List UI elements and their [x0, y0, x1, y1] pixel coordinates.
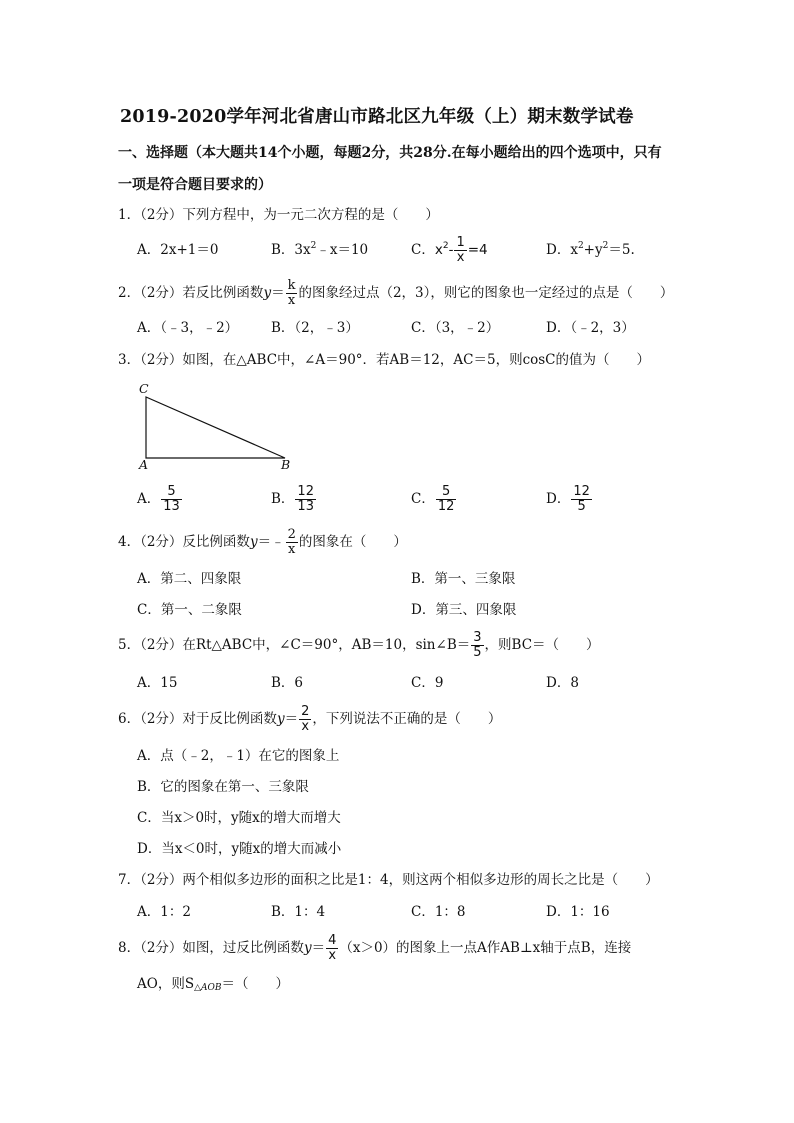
q6-option-a: A．点（﹣2，﹣1）在它的图象上 [137, 748, 340, 764]
q3-option-b-label: B． [271, 490, 295, 507]
q2-option-c: C．（3，﹣2） [411, 320, 500, 336]
q3-option-c-num: 5 [441, 484, 451, 499]
q1-option-c: C．$x^2-$ $\frac{1}{x}$ =4 [411, 235, 488, 265]
q5-stem-prefix: 5．（2分）在Rt△ABC中，∠C＝90°，AB＝10，sin∠B＝ [118, 636, 471, 653]
q2-frac-den: x [286, 293, 298, 308]
q6-option-c: C．当x＞0时，y随x的增大而增大 [137, 810, 341, 826]
q4-option-d: D．第三、四象限 [411, 602, 517, 618]
q3-option-d-num: 12 [573, 484, 590, 499]
q2-frac-num: k [287, 278, 296, 293]
q2-option-b: B．（2，﹣3） [271, 320, 359, 336]
q4-stem-prefix: 4．（2分）反比例函数 [118, 533, 250, 550]
q4-option-c: C．第一、二象限 [137, 602, 242, 618]
q1-option-b-prefix: B．3x [271, 242, 311, 258]
q8-line2-prefix: AO，则S [137, 976, 195, 992]
q3-option-c-den: 12 [437, 499, 455, 514]
section-header-line2: 一项是符合题目要求的） [118, 177, 272, 193]
q7-option-d: D．1：16 [546, 904, 610, 920]
q2-stem: 2．（2分）若反比例函数y＝ $\frac{k}{x}$ 的图象经过点（2，3），则它的图象也一定经过的点是（ ） [118, 278, 674, 308]
q8-line2-sub: △AOB [194, 983, 222, 993]
q6-stem-prefix: 6．（2分）对于反比例函数 [118, 710, 277, 727]
q3-option-d-den: 5 [571, 499, 592, 514]
q8-stem-suffix: （x＞0）的图象上一点A作AB⊥x轴于点B，连接 [339, 939, 632, 956]
q3-option-a-num: 5 [167, 484, 176, 499]
q1-option-d-prefix: D．x [546, 242, 578, 258]
q1-option-d: D．$x^2+y^2=5$. [546, 241, 635, 258]
q3-option-a-den: 13 [163, 499, 180, 514]
q5-option-a: A．15 [137, 675, 178, 691]
triangle-abc [146, 397, 285, 458]
q3-option-d-label: D． [546, 490, 571, 507]
q3-triangle-figure [130, 380, 300, 475]
q5-frac-den: 5 [473, 645, 482, 660]
q6-stem: 6．（2分）对于反比例函数y＝ $\frac{2}{x}$ ，下列说法不正确的是（ ） [118, 704, 502, 734]
q5-stem-suffix: ，则BC＝（ ） [484, 636, 600, 653]
q2-stem-prefix: 2．（2分）若反比例函数 [118, 284, 264, 301]
q6-option-d: D．当x＜0时，y随x的增大而减小 [137, 841, 342, 857]
q1-option-d-suffix: ＝5. [608, 242, 635, 258]
q2-option-a: A．（﹣3，﹣2） [137, 320, 239, 336]
q5-option-c: C．9 [411, 675, 444, 691]
q1-option-d-mid: +y [583, 242, 603, 258]
q6-option-b: B．它的图象在第一、三象限 [137, 779, 309, 795]
q7-stem: 7．（2分）两个相似多边形的面积之比是1：4，则这两个相似多边形的周长之比是（ ） [118, 872, 659, 888]
q5-option-b: B．6 [271, 675, 304, 691]
page-title: 2019-2020学年河北省唐山市路北区九年级（上）期末数学试卷 [120, 107, 634, 127]
q3-option-a-label: A． [137, 490, 161, 507]
q8-frac-den: x [326, 948, 338, 963]
q7-option-c: C．1：8 [411, 904, 466, 920]
q3-option-c [411, 485, 457, 514]
q3-stem: 3．（2分）如图，在△ABC中，∠A＝90°．若AB＝12，AC＝5，则cosC的值为（ ） [118, 352, 651, 368]
q2-stem-suffix: 的图象经过点（2，3），则它的图象也一定经过的点是（ ） [298, 284, 674, 301]
q4-frac-den: x [286, 542, 298, 557]
q3-option-a [137, 485, 183, 514]
q1-stem: 1．（2分）下列方程中，为一元二次方程的是（ ） [118, 207, 439, 223]
q3-option-b-num: 12 [297, 484, 314, 499]
q3-option-d [546, 485, 593, 514]
q3-fig-label-a: A [139, 457, 149, 472]
q1-option-c-prefix: C． [411, 241, 435, 258]
q8-frac-num: 4 [328, 933, 337, 948]
q8-stem-line2 [137, 978, 289, 992]
q7-option-a: A．1：2 [137, 904, 191, 920]
q2-fraction [286, 279, 298, 308]
q5-stem [118, 631, 600, 660]
q4-frac-num: 2 [287, 527, 296, 542]
section-header-line1: 一、选择题（本大题共14个小题，每题2分，共28分.在每小题给出的四个选项中，只有 [118, 145, 662, 161]
q1-option-b-suffix: ﹣x＝10 [316, 242, 369, 258]
q4-option-a: A．第二、四象限 [137, 571, 242, 587]
q4-stem-eq: ＝﹣ [257, 533, 285, 550]
q2-option-d: D．（﹣2，3） [546, 320, 635, 336]
q3-fig-label-b: B [281, 457, 291, 472]
q3-option-c-label: C． [411, 490, 435, 507]
q7-option-b: B．1：4 [271, 904, 326, 920]
q5-frac-num: 3 [473, 630, 482, 645]
q5-option-d: D．8 [546, 675, 579, 691]
q4-option-b: B．第一、三象限 [411, 571, 516, 587]
q6-stem-suffix: ，下列说法不正确的是（ ） [312, 710, 502, 727]
q8-stem: 8．（2分）如图，过反比例函数y＝ $\frac{4}{x}$ （x＞0）的图象上一点A作AB⊥x轴于点B，连接 [118, 933, 632, 963]
q3-fig-label-c: C [139, 381, 149, 396]
q1-option-a: A．2x+1＝0 [137, 242, 219, 258]
q1-option-b: B．$3x^2﹣x=10$ [271, 241, 369, 258]
q4-stem: 4．（2分）反比例函数y＝﹣ $\frac{2}{x}$ 的图象在（ ） [118, 527, 407, 557]
q8-stem-prefix: 8．（2分）如图，过反比例函数 [118, 939, 304, 956]
q4-stem-suffix: 的图象在（ ） [298, 533, 407, 550]
q8-line2-suffix: ＝（ ） [221, 976, 289, 992]
q3-option-b-den: 13 [297, 499, 314, 514]
q6-frac-den: x [299, 719, 311, 734]
q6-frac-num: 2 [301, 704, 310, 719]
q3-option-b [271, 485, 317, 514]
